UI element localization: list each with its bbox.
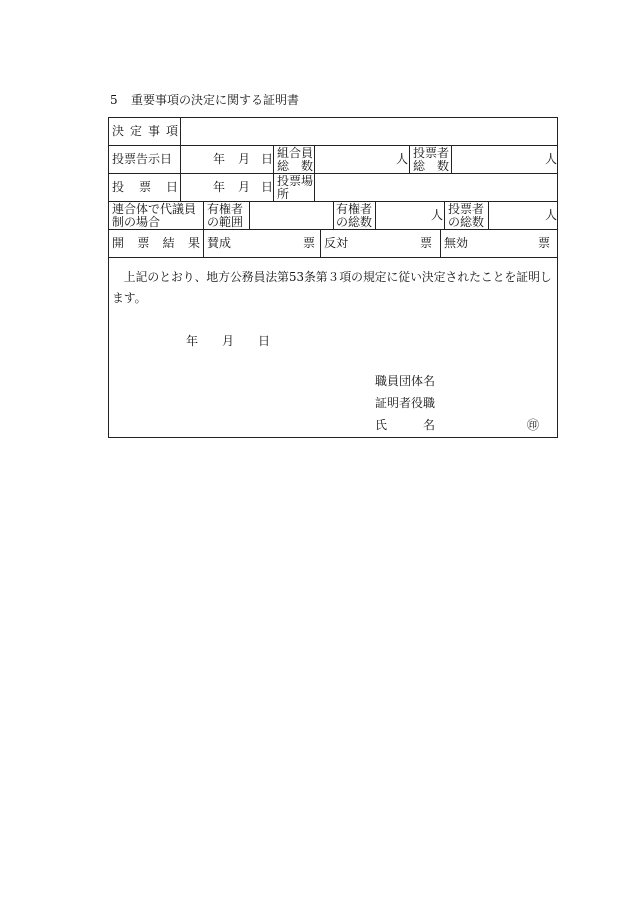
document-title — [110, 93, 299, 107]
notice-date-label: 投票告示日 — [112, 152, 173, 166]
vote-place-label-line1: 投票場 — [277, 174, 314, 188]
vote-date-year: 年 — [213, 180, 226, 194]
federation-label-cell — [108, 201, 203, 229]
votes-for-unit: 票 — [302, 236, 315, 250]
count-result-label-cell — [108, 229, 203, 257]
vote-place-value-cell — [314, 173, 557, 201]
union-members-value-cell — [314, 145, 409, 173]
certification-date-day: 日 — [258, 334, 271, 348]
voters-total-label-line1: 投票者 — [413, 146, 450, 160]
eligible-total-unit: 人 — [430, 208, 443, 222]
federation-voters-unit: 人 — [544, 208, 557, 222]
federation-label-line1: 連合体で代議員 — [112, 202, 197, 216]
eligible-scope-label-line2: の範囲 — [207, 215, 244, 229]
vote-date-day: 日 — [261, 180, 274, 194]
voters-total-value-cell — [451, 145, 557, 173]
certification-cell — [108, 257, 557, 437]
decision-matter-label-cell — [108, 117, 180, 145]
union-members-unit: 人 — [395, 152, 408, 166]
count-result-label: 開 票 結 果 — [112, 236, 200, 250]
eligible-total-value-cell — [375, 201, 444, 229]
vote-place-label-cell — [273, 173, 314, 201]
federation-voters-label-line1: 投票者 — [448, 202, 485, 216]
eligible-total-label — [336, 203, 372, 229]
voters-total-label-cell — [409, 145, 451, 173]
certificate-form — [108, 117, 558, 438]
vote-place-label-line2: 所 — [277, 187, 290, 201]
votes-against-unit: 票 — [419, 236, 432, 250]
name-label: 氏 名 — [375, 418, 435, 432]
votes-invalid-unit: 票 — [537, 236, 550, 250]
org-name-label: 職員団体名 — [375, 374, 436, 388]
eligible-scope-label-line1: 有権者 — [207, 202, 244, 216]
votes-for-cell — [203, 229, 320, 257]
votes-invalid-cell — [440, 229, 557, 257]
section-number: 5 — [110, 93, 118, 107]
notice-date-month: 月 — [238, 152, 251, 166]
certifier-title-label: 証明者役職 — [375, 396, 436, 410]
vote-date-label-cell — [108, 173, 180, 201]
certification-date-month: 月 — [222, 334, 235, 348]
voters-total-unit: 人 — [544, 152, 557, 166]
eligible-total-label-cell — [333, 201, 375, 229]
eligible-scope-label-cell — [203, 201, 249, 229]
certification-date-year: 年 — [186, 334, 199, 348]
seal-icon: ㊞ — [527, 418, 540, 432]
certification-statement: 上記のとおり、地方公務員法第53条第３項の規定に従い決定されたことを証明します。 — [112, 270, 552, 305]
eligible-total-label-line2: の総数 — [336, 215, 373, 229]
federation-label — [112, 203, 196, 229]
union-members-label-line2: 総 数 — [277, 159, 313, 173]
federation-label-line2: 制の場合 — [112, 215, 161, 229]
notice-date-value-cell — [180, 145, 273, 173]
federation-voters-label-line2: の総数 — [448, 215, 485, 229]
votes-invalid-label: 無効 — [444, 236, 469, 250]
notice-date-label-cell — [108, 145, 180, 173]
voters-total-label — [413, 147, 449, 173]
notice-date-day: 日 — [261, 152, 274, 166]
notice-date-year: 年 — [213, 152, 226, 166]
votes-for-label: 賛成 — [207, 236, 232, 250]
eligible-scope-label — [207, 203, 243, 229]
federation-voters-label — [448, 203, 484, 229]
federation-voters-value-cell — [488, 201, 557, 229]
voters-total-label-line2: 総 数 — [413, 159, 449, 173]
union-members-label-cell — [273, 145, 314, 173]
vote-date-month: 月 — [238, 180, 251, 194]
decision-matter-value-cell — [180, 117, 557, 145]
federation-voters-label-cell — [444, 201, 488, 229]
vote-date-label: 投 票 日 — [112, 180, 178, 194]
union-members-label-line1: 組合員 — [277, 146, 314, 160]
title-text: 重要事項の決定に関する証明書 — [131, 93, 300, 107]
eligible-total-label-line1: 有権者 — [336, 202, 373, 216]
vote-place-label — [277, 175, 313, 201]
vote-date-value-cell — [180, 173, 273, 201]
votes-against-label: 反対 — [324, 236, 349, 250]
votes-against-cell — [320, 229, 440, 257]
decision-matter-label: 決 定 事 項 — [112, 124, 178, 138]
union-members-label — [277, 147, 313, 173]
eligible-scope-value-cell — [249, 201, 333, 229]
